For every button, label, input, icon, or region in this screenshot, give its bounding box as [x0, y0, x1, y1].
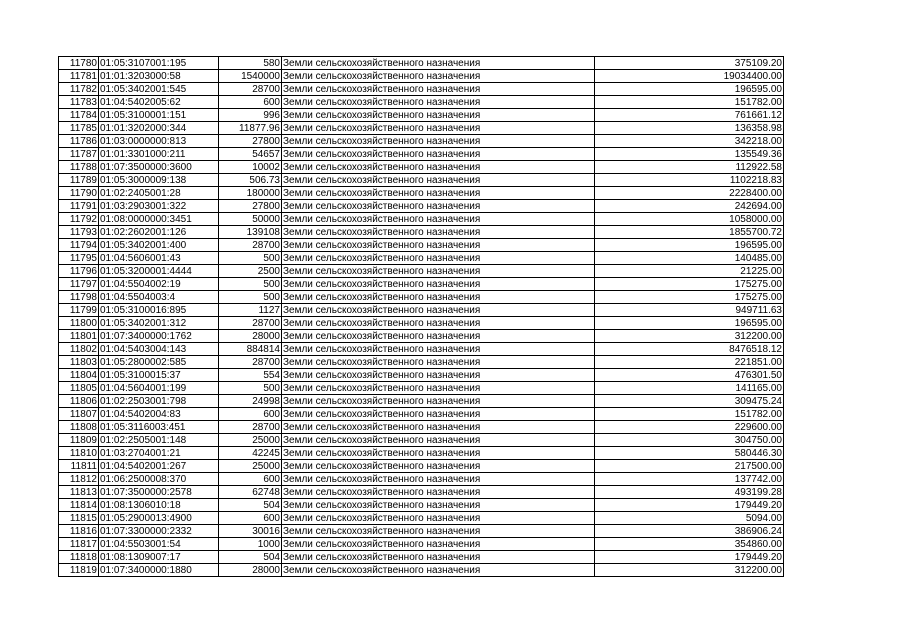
table-row [59, 434, 784, 447]
cadastral-value-cell: 196595.00 [595, 83, 784, 96]
cadastral-number-cell: 01:07:3500000:3600 [99, 161, 219, 174]
land-category-cell: Земли сельскохозяйственного назначения [282, 122, 595, 135]
area-cell: 996 [219, 109, 282, 122]
cadastral-value-cell: 112922.58 [595, 161, 784, 174]
cadastral-number-cell: 01:04:5504003:4 [99, 291, 219, 304]
row-number-cell: 11792 [59, 213, 99, 226]
cadastral-number-cell: 01:05:3100016:895 [99, 304, 219, 317]
table-row [59, 460, 784, 473]
row-number-cell: 11797 [59, 278, 99, 291]
table-row [59, 122, 784, 135]
table-row [59, 369, 784, 382]
cadastral-value-cell: 196595.00 [595, 239, 784, 252]
cadastral-value-cell: 1855700.72 [595, 226, 784, 239]
row-number-cell: 11801 [59, 330, 99, 343]
cadastral-value-cell: 217500.00 [595, 460, 784, 473]
land-category-cell: Земли сельскохозяйственного назначения [282, 356, 595, 369]
row-number-cell: 11789 [59, 174, 99, 187]
cadastral-value-cell: 476301.50 [595, 369, 784, 382]
row-number-cell: 11813 [59, 486, 99, 499]
row-number-cell: 11816 [59, 525, 99, 538]
table-row [59, 135, 784, 148]
row-number-cell: 11806 [59, 395, 99, 408]
cadastral-value-cell: 151782.00 [595, 408, 784, 421]
cadastral-value-cell: 141165.00 [595, 382, 784, 395]
table-row [59, 304, 784, 317]
table-row [59, 564, 784, 577]
area-cell: 504 [219, 499, 282, 512]
area-cell: 27800 [219, 135, 282, 148]
table-row [59, 473, 784, 486]
area-cell: 42245 [219, 447, 282, 460]
cadastral-value-cell: 1102218.83 [595, 174, 784, 187]
table-row [59, 265, 784, 278]
area-cell: 500 [219, 252, 282, 265]
cadastral-number-cell: 01:03:2903001:322 [99, 200, 219, 213]
land-category-cell: Земли сельскохозяйственного назначения [282, 499, 595, 512]
row-number-cell: 11798 [59, 291, 99, 304]
land-category-cell: Земли сельскохозяйственного назначения [282, 278, 595, 291]
cadastral-value-cell: 196595.00 [595, 317, 784, 330]
area-cell: 600 [219, 96, 282, 109]
table-row [59, 538, 784, 551]
land-category-cell: Земли сельскохозяйственного назначения [282, 304, 595, 317]
area-cell: 2500 [219, 265, 282, 278]
row-number-cell: 11812 [59, 473, 99, 486]
area-cell: 28700 [219, 317, 282, 330]
area-cell: 28700 [219, 356, 282, 369]
table-row [59, 278, 784, 291]
table-row [59, 161, 784, 174]
row-number-cell: 11788 [59, 161, 99, 174]
table-row [59, 109, 784, 122]
land-category-cell: Земли сельскохозяйственного назначения [282, 70, 595, 83]
row-number-cell: 11802 [59, 343, 99, 356]
row-number-cell: 11795 [59, 252, 99, 265]
land-category-cell: Земли сельскохозяйственного назначения [282, 330, 595, 343]
area-cell: 500 [219, 382, 282, 395]
row-number-cell: 11808 [59, 421, 99, 434]
cadastral-number-cell: 01:08:1306010:18 [99, 499, 219, 512]
cadastral-value-cell: 175275.00 [595, 278, 784, 291]
cadastral-value-cell: 375109.20 [595, 57, 784, 70]
area-cell: 1540000 [219, 70, 282, 83]
cadastral-number-cell: 01:04:5604001:199 [99, 382, 219, 395]
cadastral-value-cell: 1058000.00 [595, 213, 784, 226]
cadastral-value-cell: 312200.00 [595, 564, 784, 577]
cadastral-number-cell: 01:04:5504002:19 [99, 278, 219, 291]
table-row [59, 343, 784, 356]
cadastral-number-cell: 01:02:2602001:126 [99, 226, 219, 239]
land-category-cell: Земли сельскохозяйственного назначения [282, 265, 595, 278]
area-cell: 600 [219, 473, 282, 486]
land-category-cell: Земли сельскохозяйственного назначения [282, 369, 595, 382]
cadastral-number-cell: 01:05:3100015:37 [99, 369, 219, 382]
table-row [59, 447, 784, 460]
cadastral-value-cell: 493199.28 [595, 486, 784, 499]
land-category-cell: Земли сельскохозяйственного назначения [282, 57, 595, 70]
land-category-cell: Земли сельскохозяйственного назначения [282, 291, 595, 304]
area-cell: 25000 [219, 434, 282, 447]
row-number-cell: 11785 [59, 122, 99, 135]
row-number-cell: 11781 [59, 70, 99, 83]
land-category-cell: Земли сельскохозяйственного назначения [282, 421, 595, 434]
land-category-cell: Земли сельскохозяйственного назначения [282, 564, 595, 577]
land-category-cell: Земли сельскохозяйственного назначения [282, 109, 595, 122]
area-cell: 500 [219, 291, 282, 304]
table-row [59, 330, 784, 343]
cadastral-value-cell: 312200.00 [595, 330, 784, 343]
row-number-cell: 11807 [59, 408, 99, 421]
land-category-cell: Земли сельскохозяйственного назначения [282, 473, 595, 486]
table-row [59, 382, 784, 395]
row-number-cell: 11790 [59, 187, 99, 200]
row-number-cell: 11809 [59, 434, 99, 447]
table-row [59, 213, 784, 226]
cadastral-value-cell: 140485.00 [595, 252, 784, 265]
cadastral-value-cell: 354860.00 [595, 538, 784, 551]
area-cell: 506.73 [219, 174, 282, 187]
area-cell: 28700 [219, 421, 282, 434]
row-number-cell: 11782 [59, 83, 99, 96]
table-row [59, 486, 784, 499]
cadastral-value-cell: 8476518.12 [595, 343, 784, 356]
cadastral-number-cell: 01:08:0000000:3451 [99, 213, 219, 226]
land-category-cell: Земли сельскохозяйственного назначения [282, 317, 595, 330]
area-cell: 600 [219, 512, 282, 525]
cadastral-value-cell: 309475.24 [595, 395, 784, 408]
table-row [59, 70, 784, 83]
land-category-cell: Земли сельскохозяйственного назначения [282, 460, 595, 473]
row-number-cell: 11818 [59, 551, 99, 564]
table-row [59, 291, 784, 304]
cadastral-number-cell: 01:07:3500000:2578 [99, 486, 219, 499]
area-cell: 30016 [219, 525, 282, 538]
table-row [59, 148, 784, 161]
row-number-cell: 11796 [59, 265, 99, 278]
cadastral-number-cell: 01:07:3400000:1762 [99, 330, 219, 343]
land-category-cell: Земли сельскохозяйственного назначения [282, 252, 595, 265]
table-row [59, 174, 784, 187]
area-cell: 500 [219, 278, 282, 291]
cadastral-value-cell: 151782.00 [595, 96, 784, 109]
row-number-cell: 11794 [59, 239, 99, 252]
area-cell: 1127 [219, 304, 282, 317]
area-cell: 54657 [219, 148, 282, 161]
area-cell: 50000 [219, 213, 282, 226]
cadastral-number-cell: 01:04:5606001:43 [99, 252, 219, 265]
cadastral-value-cell: 242694.00 [595, 200, 784, 213]
area-cell: 139108 [219, 226, 282, 239]
area-cell: 554 [219, 369, 282, 382]
land-category-cell: Земли сельскохозяйственного назначения [282, 551, 595, 564]
cadastral-value-cell: 221851.00 [595, 356, 784, 369]
land-category-cell: Земли сельскохозяйственного назначения [282, 148, 595, 161]
table-row [59, 356, 784, 369]
table-row [59, 421, 784, 434]
cadastral-number-cell: 01:05:3000009:138 [99, 174, 219, 187]
cadastral-value-cell: 179449.20 [595, 499, 784, 512]
row-number-cell: 11810 [59, 447, 99, 460]
area-cell: 27800 [219, 200, 282, 213]
cadastral-number-cell: 01:08:1309007:17 [99, 551, 219, 564]
land-register-table [58, 56, 784, 577]
row-number-cell: 11800 [59, 317, 99, 330]
area-cell: 11877.96 [219, 122, 282, 135]
row-number-cell: 11799 [59, 304, 99, 317]
land-category-cell: Земли сельскохозяйственного назначения [282, 343, 595, 356]
land-category-cell: Земли сельскохозяйственного назначения [282, 83, 595, 96]
row-number-cell: 11819 [59, 564, 99, 577]
cadastral-number-cell: 01:04:5402005:62 [99, 96, 219, 109]
row-number-cell: 11783 [59, 96, 99, 109]
land-category-cell: Земли сельскохозяйственного назначения [282, 174, 595, 187]
cadastral-number-cell: 01:05:3116003:451 [99, 421, 219, 434]
cadastral-value-cell: 5094.00 [595, 512, 784, 525]
row-number-cell: 11817 [59, 538, 99, 551]
table-row [59, 200, 784, 213]
row-number-cell: 11793 [59, 226, 99, 239]
cadastral-number-cell: 01:01:3203000:58 [99, 70, 219, 83]
cadastral-number-cell: 01:05:3402001:312 [99, 317, 219, 330]
row-number-cell: 11811 [59, 460, 99, 473]
table-row [59, 252, 784, 265]
area-cell: 180000 [219, 187, 282, 200]
cadastral-value-cell: 949711.63 [595, 304, 784, 317]
cadastral-value-cell: 2228400.00 [595, 187, 784, 200]
cadastral-number-cell: 01:05:2800002:585 [99, 356, 219, 369]
table-row [59, 512, 784, 525]
row-number-cell: 11804 [59, 369, 99, 382]
area-cell: 580 [219, 57, 282, 70]
cadastral-number-cell: 01:01:3301000:211 [99, 148, 219, 161]
land-category-cell: Земли сельскохозяйственного назначения [282, 512, 595, 525]
area-cell: 62748 [219, 486, 282, 499]
land-category-cell: Земли сельскохозяйственного назначения [282, 187, 595, 200]
area-cell: 884814 [219, 343, 282, 356]
area-cell: 504 [219, 551, 282, 564]
row-number-cell: 11815 [59, 512, 99, 525]
cadastral-value-cell: 137742.00 [595, 473, 784, 486]
land-category-cell: Земли сельскохозяйственного назначения [282, 239, 595, 252]
cadastral-number-cell: 01:05:3107001:195 [99, 57, 219, 70]
cadastral-number-cell: 01:05:3100001:151 [99, 109, 219, 122]
cadastral-number-cell: 01:02:2505001:148 [99, 434, 219, 447]
cadastral-value-cell: 761661.12 [595, 109, 784, 122]
land-category-cell: Земли сельскохозяйственного назначения [282, 447, 595, 460]
cadastral-number-cell: 01:05:3200001:4444 [99, 265, 219, 278]
cadastral-value-cell: 304750.00 [595, 434, 784, 447]
area-cell: 1000 [219, 538, 282, 551]
table-row [59, 499, 784, 512]
land-category-cell: Земли сельскохозяйственного назначения [282, 434, 595, 447]
table-row [59, 187, 784, 200]
row-number-cell: 11780 [59, 57, 99, 70]
cadastral-number-cell: 01:07:3400000:1880 [99, 564, 219, 577]
row-number-cell: 11786 [59, 135, 99, 148]
cadastral-value-cell: 19034400.00 [595, 70, 784, 83]
cadastral-value-cell: 229600.00 [595, 421, 784, 434]
cadastral-value-cell: 175275.00 [595, 291, 784, 304]
cadastral-number-cell: 01:04:5402001:267 [99, 460, 219, 473]
area-cell: 28000 [219, 330, 282, 343]
land-category-cell: Земли сельскохозяйственного назначения [282, 538, 595, 551]
table-row [59, 239, 784, 252]
table-row [59, 317, 784, 330]
row-number-cell: 11814 [59, 499, 99, 512]
table-row [59, 395, 784, 408]
land-category-cell: Земли сельскохозяйственного назначения [282, 161, 595, 174]
cadastral-value-cell: 136358.98 [595, 122, 784, 135]
land-category-cell: Земли сельскохозяйственного назначения [282, 525, 595, 538]
table-row [59, 226, 784, 239]
cadastral-number-cell: 01:05:3402001:545 [99, 83, 219, 96]
area-cell: 600 [219, 408, 282, 421]
row-number-cell: 11787 [59, 148, 99, 161]
row-number-cell: 11805 [59, 382, 99, 395]
cadastral-value-cell: 580446.30 [595, 447, 784, 460]
land-category-cell: Земли сельскохозяйственного назначения [282, 135, 595, 148]
area-cell: 24998 [219, 395, 282, 408]
area-cell: 28000 [219, 564, 282, 577]
land-category-cell: Земли сельскохозяйственного назначения [282, 408, 595, 421]
cadastral-number-cell: 01:06:2500008:370 [99, 473, 219, 486]
cadastral-number-cell: 01:03:2704001:21 [99, 447, 219, 460]
table-row [59, 96, 784, 109]
cadastral-value-cell: 179449.20 [595, 551, 784, 564]
cadastral-value-cell: 386906.24 [595, 525, 784, 538]
cadastral-value-cell: 135549.36 [595, 148, 784, 161]
cadastral-number-cell: 01:07:3300000:2332 [99, 525, 219, 538]
land-category-cell: Земли сельскохозяйственного назначения [282, 96, 595, 109]
land-category-cell: Земли сельскохозяйственного назначения [282, 486, 595, 499]
row-number-cell: 11784 [59, 109, 99, 122]
land-category-cell: Земли сельскохозяйственного назначения [282, 226, 595, 239]
land-category-cell: Земли сельскохозяйственного назначения [282, 395, 595, 408]
row-number-cell: 11803 [59, 356, 99, 369]
cadastral-number-cell: 01:02:2503001:798 [99, 395, 219, 408]
area-cell: 28700 [219, 239, 282, 252]
area-cell: 28700 [219, 83, 282, 96]
cadastral-number-cell: 01:04:5503001:54 [99, 538, 219, 551]
table-row [59, 525, 784, 538]
cadastral-number-cell: 01:05:3402001:400 [99, 239, 219, 252]
table-row [59, 83, 784, 96]
cadastral-number-cell: 01:04:5402004:83 [99, 408, 219, 421]
table-row [59, 57, 784, 70]
table-row [59, 551, 784, 564]
cadastral-number-cell: 01:01:3202000:344 [99, 122, 219, 135]
cadastral-value-cell: 342218.00 [595, 135, 784, 148]
land-category-cell: Земли сельскохозяйственного назначения [282, 213, 595, 226]
cadastral-value-cell: 21225.00 [595, 265, 784, 278]
cadastral-number-cell: 01:04:5403004:143 [99, 343, 219, 356]
row-number-cell: 11791 [59, 200, 99, 213]
land-category-cell: Земли сельскохозяйственного назначения [282, 200, 595, 213]
table-row [59, 408, 784, 421]
area-cell: 10002 [219, 161, 282, 174]
cadastral-number-cell: 01:05:2900013:4900 [99, 512, 219, 525]
cadastral-number-cell: 01:02:2405001:28 [99, 187, 219, 200]
table-body [59, 57, 784, 577]
cadastral-number-cell: 01:03:0000000:813 [99, 135, 219, 148]
area-cell: 25000 [219, 460, 282, 473]
land-category-cell: Земли сельскохозяйственного назначения [282, 382, 595, 395]
